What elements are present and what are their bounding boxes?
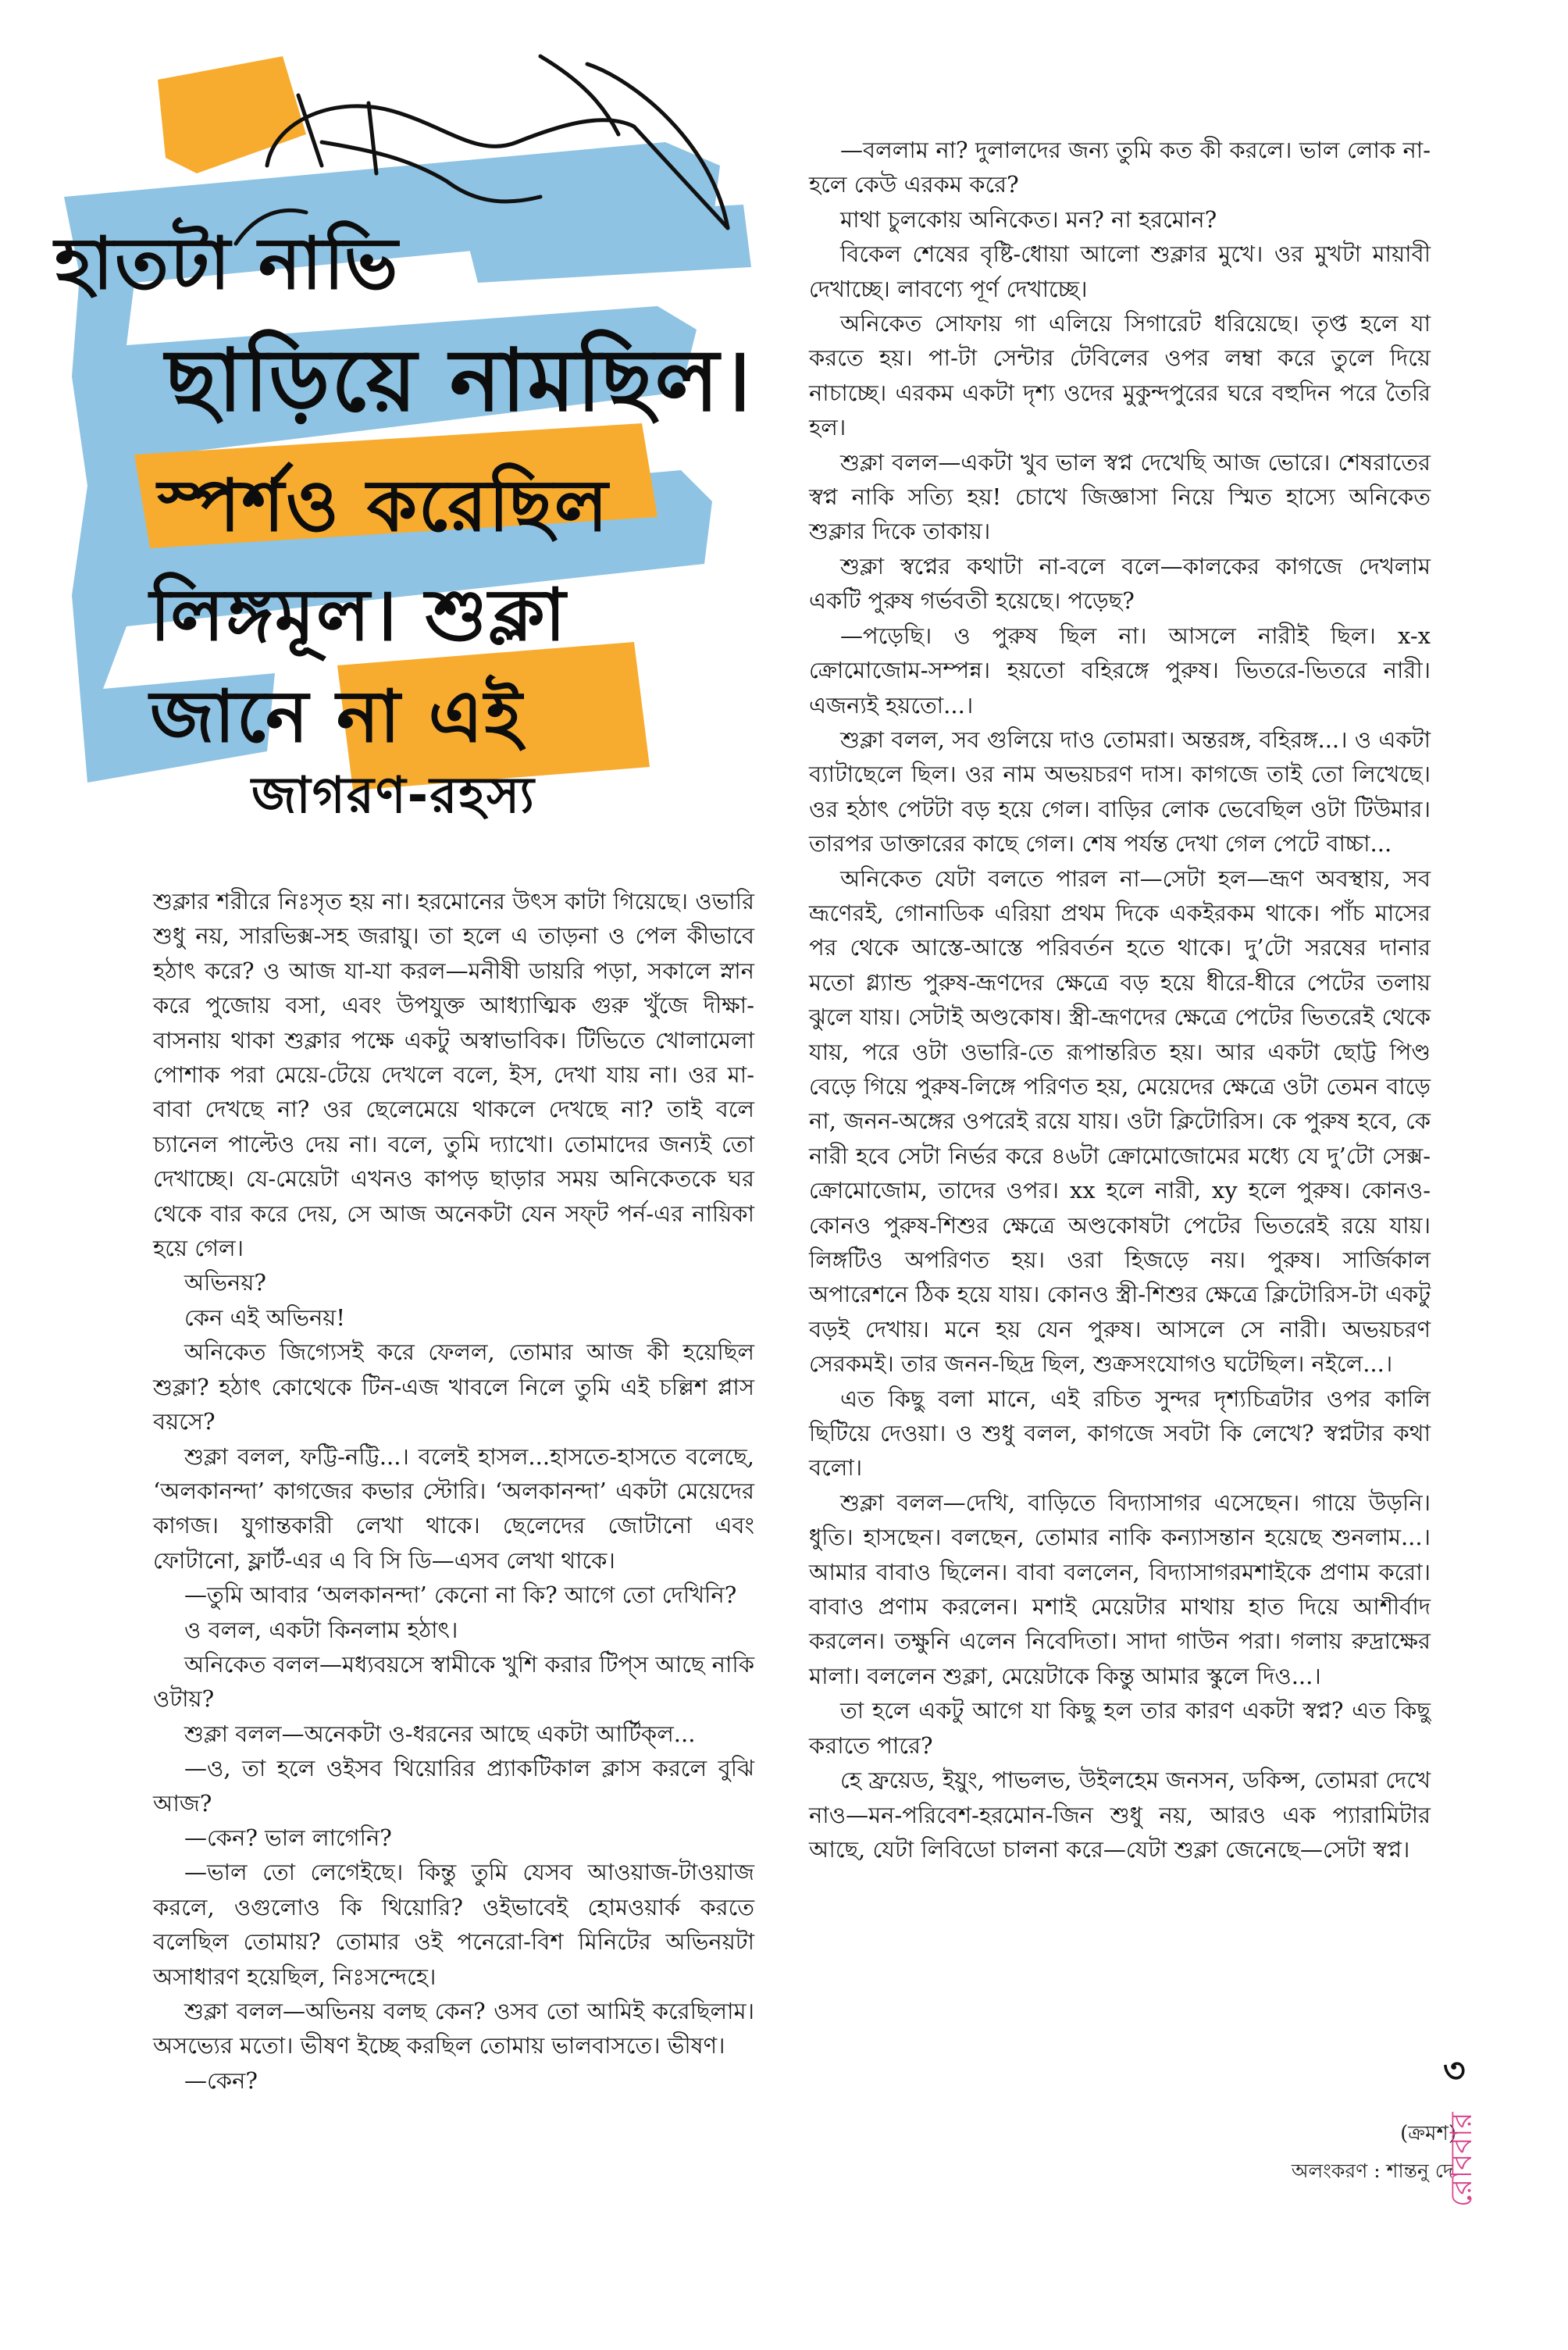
paragraph: ও বলল, একটা কিনলাম হঠাৎ।: [184, 1616, 458, 1643]
illustration-credit: অলংকরণ : শান্তনু দে: [1291, 2159, 1453, 2182]
illustration-title-line: লিঙ্গমূল। শুক্লা: [150, 573, 568, 657]
paragraph: অনিকেত বলল—মধ্যবয়সে স্বামীকে খুশি করার টিপ্‌স আছে নাকি ওটায়?: [153, 1650, 754, 1713]
story-illustration: [41, 48, 761, 829]
paragraph: বিকেল শেষের বৃষ্টি-ধোয়া আলো শুক্লার মুখে। ওর মুখটা মায়াবী দেখাচ্ছে। লাবণ্যে পূর্ণ দেখাচ্ছে।: [809, 241, 1431, 302]
paragraph: শুক্লা বলল, ফট্টি-নট্টি...। বলেই হাসল...হাসতে-হাসতে বলেছে, ‘অলকানন্দা’ কাগজের কভার স্টোরি। ‘অলকানন্দা’ একটা মেয়েদের কাগজ। যুগান্তকারী লেখা থাকে। ছেলেদের জোটানো এবং ফোটানো, ফ্লার্ট-এর এ বি সি ডি—এসব লেখা থাকে।: [153, 1442, 754, 1574]
paragraph: —কেন? ভাল লাগেনি?: [184, 1824, 392, 1851]
paragraph: শুক্লার শরীরে নিঃসৃত হয় না। হরমোনের উৎস কাটা গিয়েছে। ওভারি শুধু নয়, সারভিক্স-সহ জরায়ু। তা হলে এ তাড়না ও পেল কীভাবে হঠাৎ করে? ও আজ যা-যা করল—মনীষী ডায়রি পড়া, সকালে স্নান করে পুজোয় বসা, এবং উপযুক্ত আধ্যাত্মিক গুরু খুঁজে দীক্ষা-বাসনায় থাকা শুক্লার পক্ষে একটু অস্বাভাবিক। টিভিতে খোলামেলা পোশাক পরা মেয়ে-টেয়ে দেখলে বলে, ইস, দেখা যায় না। ওর মা-বাবা দেখছে না? ওর ছেলেমেয়ে থাকলে দেখছে না? তাই বলে চ্যানেল পাল্টেও দেয় না। বলে, তুমি দ্যাখো। তোমাদের জন্যই তো দেখাচ্ছে। যে-মেয়েটা এখনও কাপড় ছাড়ার সময় অনিকেতকে ঘর থেকে বার করে দেয়, সে আজ অনেকটা যেন সফ্‌ট পর্ন-এর নায়িকা হয়ে গেল।: [153, 888, 754, 1262]
paragraph: অনিকেত জিগ্যেসই করে ফেলল, তোমার আজ কী হয়েছিল শুক্লা? হঠাৎ কোথেকে টিন-এজ খাবলে নিলে তুমি এই চল্লিশ প্লাস বয়সে?: [153, 1339, 754, 1435]
illustration-title-line: ছাড়িয়ে নামছিল।: [166, 330, 753, 430]
paragraph: —ও, তা হলে ওইসব থিয়োরির প্র্যাকটিকাল ক্লাস করলে বুঝি আজ?: [153, 1755, 754, 1817]
paragraph: অভিনয়?: [184, 1269, 266, 1296]
paragraph: —ভাল তো লেগেইছে। কিন্তু তুমি যেসব আওয়াজ-টাওয়াজ করলে, ওগুলোও কি থিয়োরি? ওইভাবেই হোমওয়ার্ক করতে বলেছিল তোমায়? তোমার ওই পনেরো-বিশ মিনিটের অভিনয়টা অসাধারণ হয়েছিল, নিঃসন্দেহে।: [153, 1859, 754, 1990]
paragraph: —পড়েছি। ও পুরুষ ছিল না। আসলে নারীই ছিল। x-x ক্রোমোজোম-সম্পন্ন। হয়তো বহিরঙ্গে পুরুষ। ভিতরে-ভিতরে নারী। এজন্যই হয়তো...।: [809, 622, 1431, 719]
paragraph: শুক্লা বলল—একটা খুব ভাল স্বপ্ন দেখেছি আজ ভোরে। শেষরাতের স্বপ্ন নাকি সত্যি হয়! চোখে জিজ্ঞাসা নিয়ে স্মিত হাস্যে অনিকেত শুক্লার দিকে তাকায়।: [809, 448, 1431, 545]
paragraph: হে ফ্রয়েড, ইয়ুং, পাভলভ, উইলহেম জনসন, ডকিন্স, তোমরা দেখে নাও—মন-পরিবেশ-হরমোন-জিন শুধু নয়, আরও এক প্যারামিটার আছে, যেটা লিবিডো চালনা করে—যেটা শুক্লা জেনেছে—সেটা স্বপ্ন।: [809, 1767, 1431, 1863]
illustration-title-line: হাতটা নাভি: [55, 222, 400, 305]
paragraph: অনিকেত যেটা বলতে পারল না—সেটা হল—ভ্রূণ অবস্থায়, সব ভ্রূণেরই, গোনাডিক এরিয়া প্রথম দিকে একইরকম থাকে। পাঁচ মাসের পর থেকে আস্তে-আস্তে পরিবর্তন হতে থাকে। দু’টো সরষের দানার মতো গ্ল্যান্ড পুরুষ-ভ্রূণদের ক্ষেত্রে বড় হয়ে ধীরে-ধীরে পেটের তলায় ঝুলে যায়। সেটাই অণ্ডকোষ। স্ত্রী-ভ্রূণদের ক্ষেত্রে পেটের ভিতরেই থেকে যায়, পরে ওটা ওভারি-তে রূপান্তরিত হয়। আর একটা ছোট্ট পিণ্ড বেড়ে গিয়ে পুরুষ-লিঙ্গে পরিণত হয়, মেয়েদের ক্ষেত্রে ওটা তেমন বাড়ে না, জনন-অঙ্গের ওপরেই রয়ে যায়। ওটা ক্লিটোরিস। কে পুরুষ হবে, কে নারী হবে সেটা নির্ভর করে ৪৬টা ক্রোমোজোমের মধ্যে যে দু’টো সেক্স-ক্রোমোজোম, তাদের ওপর। xx হলে নারী, xy হলে পুরুষ। কোনও-কোনও পুরুষ-শিশুর ক্ষেত্রে অণ্ডকোষটা পেটের ভিতরেই রয়ে যায়। লিঙ্গটিও অপরিণত হয়। ওরা হিজড়ে নয়। পুরুষ। সার্জিকাল অপারেশনে ঠিক হয়ে যায়। কোনও স্ত্রী-শিশুর ক্ষেত্রে ক্লিটোরিস-টা একটু বড়ই দেখায়। মনে হয় যেন পুরুষ। আসলে সে নারী। অভয়চরণ সেরকমই। তার জনন-ছিদ্র ছিল, শুক্রসংযোগও ঘটেছিল। নইলে...।: [809, 865, 1431, 1378]
paragraph: শুক্লা বলল—অভিনয় বলছ কেন? ওসব তো আমিই করেছিলাম। অসভ্যের মতো। ভীষণ ইচ্ছে করছিল তোমায় ভালবাসতে। ভীষণ।: [153, 1998, 754, 2059]
illustration-title-line: স্পর্শও করেছিল: [158, 464, 610, 547]
orange-brush-stroke: [158, 56, 306, 173]
magazine-name: রোববার: [1444, 2112, 1478, 2207]
left-text-column: [153, 884, 754, 2098]
paragraph: শুক্লা স্বপ্নের কথাটা না-বলে বলে—কালকের কাগজে দেখলাম একটি পুরুষ গর্ভবতী হয়েছে। পড়েছ?: [809, 552, 1431, 615]
paragraph: কেন এই অভিনয়!: [184, 1303, 346, 1331]
right-text-column: [809, 133, 1431, 1867]
paragraph: —তুমি আবার ‘অলকানন্দা’ কেনো না কি? আগে তো দেখিনি?: [184, 1582, 737, 1609]
paragraph: শুক্লা বলল—দেখি, বাড়িতে বিদ্যাসাগর এসেছেন। গায়ে উড়নি। ধুতি। হাসছেন। বলছেন, তোমার নাকি কন্যাসন্তান হয়েছে শুনলাম...। আমার বাবাও ছিলেন। বাবা বললেন, বিদ্যাসাগরমশাইকে প্রণাম করো। বাবাও প্রণাম করলেন। মশাই মেয়েটার মাথায় হাত দিয়ে আশীর্বাদ করলেন। তক্ষুনি এলেন নিবেদিতা। সাদা গাউন পরা। গলায় রুদ্রাক্ষের মালা। বললেন শুক্লা, মেয়েটাকে কিন্তু আমার স্কুলে দিও...।: [809, 1489, 1431, 1689]
paragraph: অনিকেত সোফায় গা এলিয়ে সিগারেট ধরিয়েছে। তৃপ্ত হলে যা করতে হয়। পা-টা সেন্টার টেবিলের ওপর লম্বা করে তুলে দিয়ে নাচাচ্ছে। এরকম একটা দৃশ্য ওদের মুকুন্দপুরের ঘরে বহুদিন পরে তৈরি হল।: [809, 310, 1431, 441]
illustration-title-line: জাগরণ-রহস্য: [251, 767, 536, 825]
paragraph: —কেন?: [184, 2067, 258, 2094]
continued-label: (ক্রমশ): [1400, 2122, 1456, 2145]
paragraph: শুক্লা বলল—অনেকটা ও-ধরনের আছে একটা আর্টিক্‌ল...: [184, 1720, 696, 1747]
paragraph: তা হলে একটু আগে যা কিছু হল তার কারণ একটা স্বপ্ন? এত কিছু করাতে পারে?: [809, 1697, 1431, 1759]
paragraph: শুক্লা বলল, সব গুলিয়ে দাও তোমরা। অন্তরঙ্গ, বহিরঙ্গ...। ও একটা ব্যাটাছেলে ছিল। ওর নাম অভয়চরণ দাস। কাগজে তাই তো লিখেছে। ওর হঠাৎ পেটটা বড় হয়ে গেল। বাড়ির লোক ভেবেছিল ওটা টিউমার। তারপর ডাক্তারের কাছে গেল। শেষ পর্যন্ত দেখা গেল পেটে বাচ্চা...: [809, 726, 1431, 858]
paragraph: —বললাম না? দুলালদের জন্য তুমি কত কী করলে। ভাল লোক না-হলে কেউ এরকম করে?: [809, 137, 1431, 198]
page-number: ৩: [1443, 2051, 1466, 2091]
paragraph: এত কিছু বলা মানে, এই রচিত সুন্দর দৃশ্যচিত্রটার ওপর কালি ছিটিয়ে দেওয়া। ও শুধু বলল, কাগজে সবটা কি লেখে? স্বপ্নটার কথা বলো।: [809, 1385, 1431, 1482]
paragraph: মাথা চুলকোয় অনিকেত। মন? না হরমোন?: [840, 205, 1217, 233]
illustration-title-line: জানে না এই: [150, 675, 524, 758]
